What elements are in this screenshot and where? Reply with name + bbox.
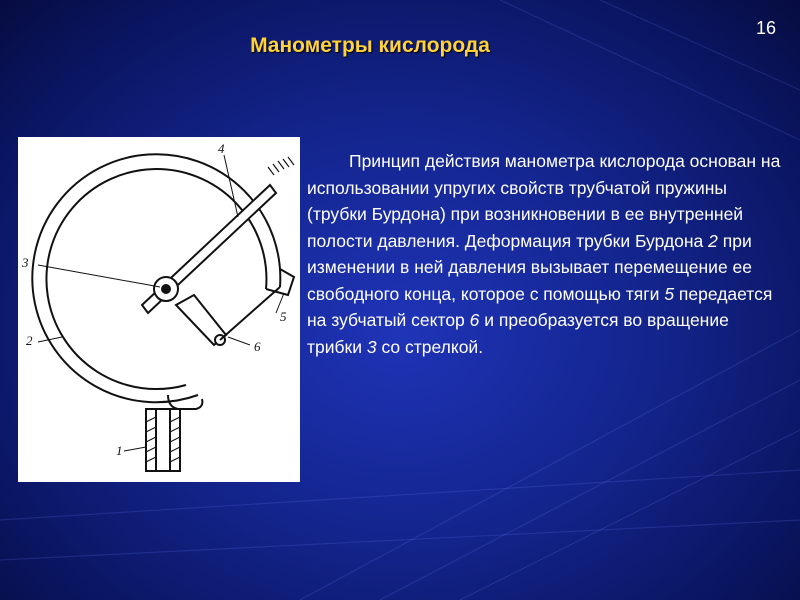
label-6: 6 xyxy=(254,339,261,354)
bourdon-tube-drawing xyxy=(18,137,300,482)
label-3: 3 xyxy=(22,255,29,270)
ref-2: 2 xyxy=(708,230,718,251)
ref-5: 5 xyxy=(664,283,675,304)
manometer-diagram xyxy=(18,137,300,482)
slide-title: Манометры кислорода xyxy=(250,34,490,57)
label-5: 5 xyxy=(280,309,287,324)
bourdon-tube-outer xyxy=(32,154,280,402)
slide-number: 16 xyxy=(755,18,776,38)
label-1: 1 xyxy=(116,443,123,458)
bourdon-tube-inner xyxy=(46,169,266,389)
label-4: 4 xyxy=(218,141,225,156)
description-paragraph: Принцип действия манометра кислорода основан на использовании упругих свойств трубчатой пружины (трубки Бурдона) при возникновении в ее внутренней полости давления. Деформация трубки Бурдона 2 при изменении в ней давления вызывает перемещение ее свободного конца, которое с помощью тяги 5 передается на зубчатый сектор 6 и преобразуется во вращение трибки 3 со стрелкой. xyxy=(307,151,781,357)
link-rod xyxy=(220,287,280,340)
ref-6: 6 xyxy=(469,310,480,330)
label-2: 2 xyxy=(26,333,33,348)
ref-3: 3 xyxy=(366,336,377,357)
